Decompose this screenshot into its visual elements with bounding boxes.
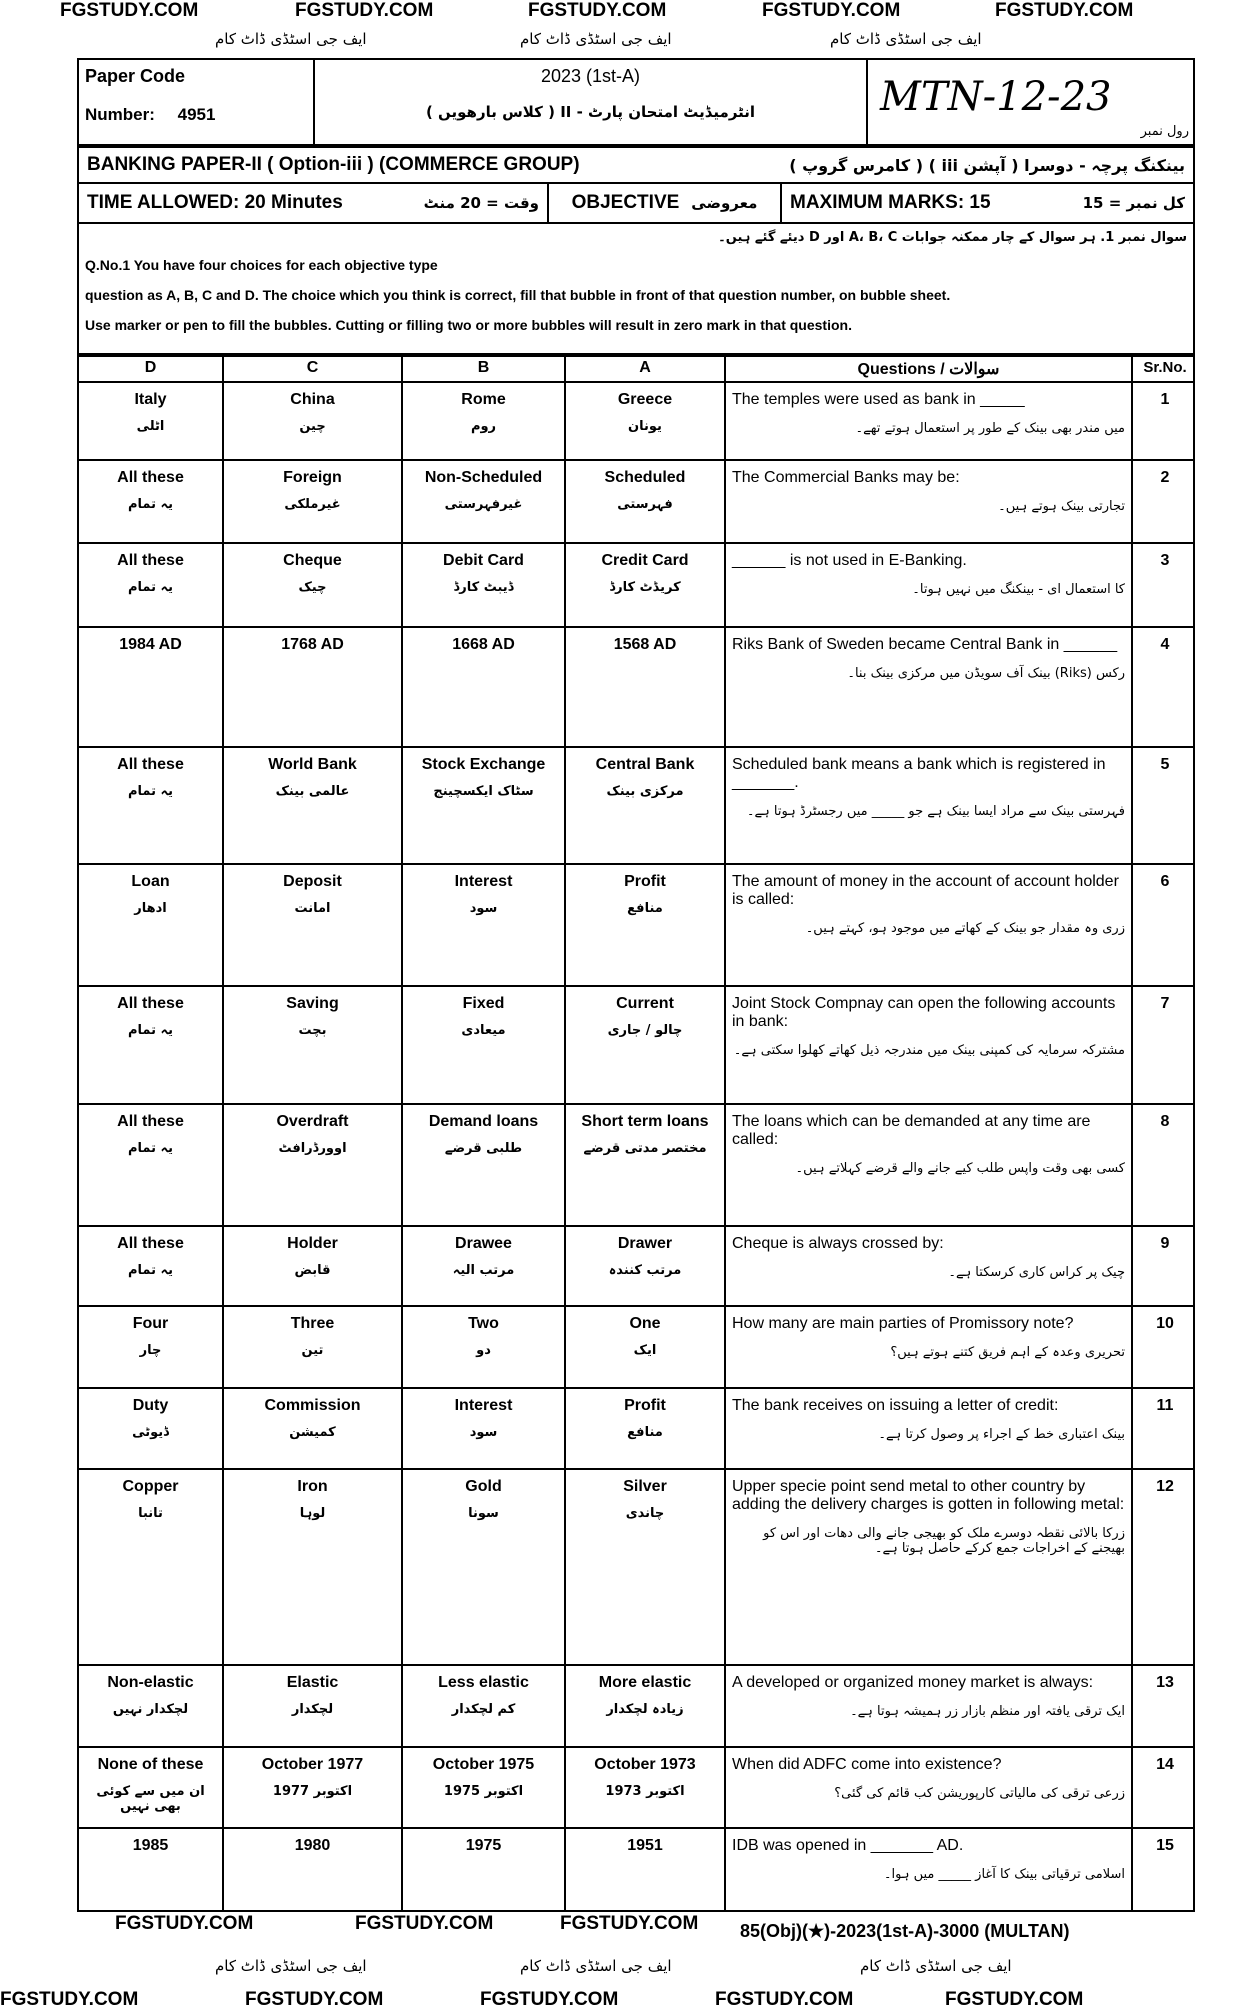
column-a: A (566, 357, 726, 381)
option-c (224, 1748, 403, 1827)
option-b-urdu: ڈیبٹ کارڈ (453, 580, 514, 595)
option-c (224, 383, 403, 459)
option-b-urdu: میعادی (461, 1023, 506, 1038)
option-b (403, 1829, 566, 1910)
watermark-urdu: ایف جی اسٹڈی ڈاٹ کام (860, 1957, 1012, 1975)
paper-header (77, 58, 1195, 146)
option-a-urdu: منافع (627, 1425, 663, 1440)
question-text: Scheduled bank means a bank which is registered in _______. (732, 756, 1106, 791)
serial-number: 11 (1156, 1397, 1174, 1414)
watermark: FGSTUDY.COM (355, 1913, 494, 1934)
option-c (224, 748, 403, 863)
option-b-text: Drawee (455, 1235, 512, 1252)
serial-number: 8 (1160, 1113, 1170, 1130)
option-c (224, 1666, 403, 1746)
option-a-text: Drawer (617, 1235, 673, 1252)
option-d-text: Loan (131, 873, 170, 890)
option-d (79, 1829, 224, 1910)
question (726, 1829, 1133, 1910)
option-a-urdu: چالو / جاری (607, 1023, 683, 1038)
option-d (79, 383, 224, 459)
question (726, 865, 1133, 985)
option-b-text: Demand loans (428, 1113, 539, 1130)
option-a (566, 1105, 726, 1225)
option-c (224, 1470, 403, 1664)
paper-footer-code: 85(Obj)(★)-2023(1st-A)-3000 (MULTAN) (740, 1921, 1070, 1941)
option-a (566, 628, 726, 746)
question (726, 461, 1133, 542)
option-a-urdu: چاندی (625, 1506, 665, 1521)
option-c (224, 1829, 403, 1910)
option-d-urdu: ان میں سے کوئی بھی نہیں (96, 1784, 205, 1814)
question-text: The Commercial Banks may be: (732, 469, 960, 486)
option-c (224, 1227, 403, 1305)
question (726, 1666, 1133, 1746)
question-text: ______ is not used in E-Banking. (732, 552, 967, 569)
option-b (403, 1470, 566, 1664)
option-c (224, 461, 403, 542)
question-text: Riks Bank of Sweden became Central Bank in ______ (732, 636, 1118, 653)
serial-number: 15 (1156, 1837, 1174, 1854)
question (726, 1389, 1133, 1468)
option-a (566, 1470, 726, 1664)
option-c-text: 1980 (294, 1837, 331, 1854)
instructions-urdu: سوال نمبر 1. ہر سوال کے چار ممکنہ جوابات A، B، C اور D دیئے گئے ہیں۔ (718, 230, 1187, 245)
serial-number: 10 (1156, 1315, 1174, 1332)
option-b (403, 628, 566, 746)
option-c-urdu: کمیشن (289, 1425, 336, 1440)
option-c-urdu: عالمی بینک (275, 784, 350, 799)
option-b-text: Two (468, 1315, 499, 1332)
question-row (79, 1305, 1193, 1387)
option-c (224, 1389, 403, 1468)
instructions (77, 224, 1195, 355)
option-c-urdu: اوورڈرافٹ (278, 1141, 347, 1156)
question (726, 1470, 1133, 1664)
option-a-urdu: کریڈٹ کارڈ (609, 580, 681, 595)
option-d-urdu: اٹلی (136, 419, 165, 434)
question-text: Cheque is always crossed by: (732, 1235, 944, 1252)
option-b (403, 461, 566, 542)
option-a (566, 461, 726, 542)
question-text: When did ADFC come into existence? (732, 1756, 1002, 1773)
option-d (79, 1105, 224, 1225)
roll-number-label: رول نمبر (1140, 124, 1189, 139)
watermark: FGSTUDY.COM (0, 1989, 139, 2010)
option-a-urdu: مرتب کنندہ (608, 1263, 682, 1278)
option-b-text: Less elastic (438, 1674, 529, 1691)
option-c-urdu: اکتوبر 1977 (272, 1784, 353, 1799)
question-text: Upper specie point send metal to other country by adding the delivery charges is gotten in following metal: (732, 1478, 1125, 1513)
option-d-urdu: چار (139, 1343, 162, 1358)
watermark: FGSTUDY.COM (480, 1989, 619, 2010)
option-c-urdu: چیک (298, 580, 327, 595)
option-b (403, 1307, 566, 1387)
option-c-urdu: قابض (294, 1263, 331, 1278)
option-d (79, 461, 224, 542)
question (726, 1307, 1133, 1387)
watermark-urdu: ایف جی اسٹڈی ڈاٹ کام (215, 30, 367, 48)
question-text: The bank receives on issuing a letter of credit: (732, 1397, 1059, 1414)
question-row (79, 1225, 1193, 1305)
option-d-text: All these (117, 1113, 184, 1130)
option-a (566, 544, 726, 626)
column-c: C (224, 357, 403, 381)
option-c-text: China (290, 391, 335, 408)
option-a (566, 383, 726, 459)
column-b: B (403, 357, 566, 381)
question-text: Joint Stock Compnay can open the following accounts in bank: (732, 995, 1116, 1030)
option-b-urdu: روم (470, 419, 497, 434)
option-d-text: All these (117, 469, 184, 486)
option-a-text: October 1973 (594, 1756, 696, 1773)
question-row (79, 863, 1193, 985)
instructions-line-3: Use marker or pen to fill the bubbles. Cutting or filling two or more bubbles will result in zero mark in that question. (85, 317, 852, 333)
option-b-text: Fixed (462, 995, 505, 1012)
watermark-urdu: ایف جی اسٹڈی ڈاٹ کام (520, 30, 672, 48)
column-sr-no: Sr.No. (1143, 359, 1187, 376)
watermark: FGSTUDY.COM (245, 1989, 384, 2010)
option-b (403, 748, 566, 863)
option-c-text: Three (290, 1315, 335, 1332)
option-d (79, 544, 224, 626)
watermark: FGSTUDY.COM (945, 1989, 1084, 2010)
question-urdu: فہرستی بینک سے مراد ایسا بینک ہے جو _____ میں رجسٹرڈ ہوتا ہے۔ (746, 804, 1125, 819)
option-a (566, 1666, 726, 1746)
subject: BANKING PAPER-II ( Option-iii ) (COMMERCE GROUP) (87, 154, 580, 175)
question-text: A developed or organized money market is always: (732, 1674, 1094, 1691)
serial-number: 13 (1156, 1674, 1174, 1691)
option-a (566, 865, 726, 985)
option-d-text: All these (117, 995, 184, 1012)
option-a (566, 987, 726, 1103)
question-row (79, 1103, 1193, 1225)
option-d (79, 865, 224, 985)
exam-title-urdu: انٹرمیڈیٹ امتحان پارٹ - II ( کلاس بارھویں ) (425, 103, 756, 121)
watermark-urdu: ایف جی اسٹڈی ڈاٹ کام (215, 1957, 367, 1975)
watermark: FGSTUDY.COM (115, 1913, 254, 1934)
option-d-text: Copper (122, 1478, 179, 1495)
option-a-text: Short term loans (581, 1113, 709, 1130)
option-a-text: Profit (624, 873, 666, 890)
option-d-urdu: یہ تمام (127, 580, 174, 595)
option-b-urdu: مرتب الیہ (452, 1263, 515, 1278)
option-c-text: Saving (286, 995, 339, 1012)
option-c (224, 628, 403, 746)
mcq-table (77, 355, 1195, 1912)
objective-label: OBJECTIVE (571, 192, 680, 213)
option-c (224, 865, 403, 985)
option-b-urdu: طلبی قرضے (444, 1141, 523, 1156)
option-a (566, 1748, 726, 1827)
option-a-text: Scheduled (604, 469, 686, 486)
question-row (79, 626, 1193, 746)
option-c-urdu: غیرملکی (284, 497, 341, 512)
question-text: IDB was opened in _______ AD. (732, 1837, 964, 1854)
question (726, 544, 1133, 626)
question-urdu: تجارتی بینک ہوتے ہیں۔ (998, 499, 1125, 514)
option-d-urdu: یہ تمام (127, 1023, 174, 1038)
option-a (566, 1227, 726, 1305)
question-urdu: کسی بھی وقت واپس طلب کیے جانے والے قرضے کہلاتے ہیں۔ (795, 1161, 1125, 1176)
table-header (79, 355, 1193, 381)
question (726, 1105, 1133, 1225)
option-a-urdu: زیادہ لچکدار (606, 1702, 684, 1717)
question-text: The loans which can be demanded at any time are called: (732, 1113, 1091, 1148)
option-d (79, 1227, 224, 1305)
option-c-text: Cheque (283, 552, 342, 569)
option-b-text: Debit Card (443, 552, 524, 569)
option-d (79, 987, 224, 1103)
watermark: FGSTUDY.COM (560, 1913, 699, 1934)
option-d-urdu: لچکدار نہیں (112, 1702, 189, 1717)
maximum-marks: MAXIMUM MARKS: 15 (790, 192, 991, 213)
option-a-urdu: ایک (633, 1343, 657, 1358)
question-urdu: کا استعمال ای - بینکنگ میں نہیں ہوتا۔ (912, 582, 1125, 597)
option-a-text: Credit Card (601, 552, 689, 569)
option-b (403, 1389, 566, 1468)
serial-number: 9 (1160, 1235, 1170, 1252)
serial-number: 3 (1160, 552, 1170, 569)
option-c-urdu: لچکدار (291, 1702, 334, 1717)
question-row (79, 1468, 1193, 1664)
instructions-line-1: Q.No.1 You have four choices for each objective type (85, 257, 438, 273)
question-row (79, 1387, 1193, 1468)
option-b-urdu: سود (469, 1425, 498, 1440)
column-questions: Questions / سوالات (726, 357, 1133, 381)
question-text: The temples were used as bank in _____ (732, 391, 1025, 408)
option-b (403, 1105, 566, 1225)
option-a (566, 748, 726, 863)
question-urdu: چیک پر کراس کاری کرسکتا ہے۔ (948, 1265, 1125, 1280)
subject-urdu: بینکنگ پرچہ - دوسرا ( آپشن iii ) ( کامرس گروپ ) (789, 155, 1185, 175)
question-row (79, 1746, 1193, 1827)
option-a-text: Greece (617, 391, 673, 408)
exam-year: 2023 (1st-A) (540, 66, 641, 86)
instructions-line-2: question as A, B, C and D. The choice which you think is correct, fill that bubble in front of that question number, on bubble sheet. (85, 287, 951, 303)
option-b-text: 1668 AD (452, 636, 515, 653)
option-b-urdu: سونا (468, 1506, 499, 1521)
question-row (79, 542, 1193, 626)
option-c-text: October 1977 (261, 1756, 364, 1773)
subject-row (77, 146, 1195, 184)
option-d-urdu: یہ تمام (127, 1263, 174, 1278)
option-b-text: October 1975 (432, 1756, 535, 1773)
option-b (403, 987, 566, 1103)
option-c-urdu: تین (301, 1343, 324, 1358)
option-a-urdu: مختصر مدتی قرضے (583, 1141, 707, 1156)
question (726, 987, 1133, 1103)
option-b-text: 1975 (465, 1837, 502, 1854)
option-d-text: All these (117, 1235, 184, 1252)
option-b-text: Gold (465, 1478, 502, 1495)
serial-number: 14 (1156, 1756, 1174, 1773)
option-b (403, 544, 566, 626)
option-c-text: 1768 AD (281, 636, 344, 653)
serial-number: 1 (1160, 391, 1170, 408)
watermark: FGSTUDY.COM (715, 1989, 854, 2010)
serial-number: 4 (1160, 636, 1170, 653)
option-c-text: Holder (287, 1235, 338, 1252)
question-row (79, 381, 1193, 459)
question-urdu: بینک اعتباری خط کے اجراء پر وصول کرتا ہے۔ (878, 1427, 1125, 1442)
watermark: FGSTUDY.COM (60, 0, 199, 21)
serial-number: 2 (1160, 469, 1170, 486)
option-d-text: All these (117, 552, 184, 569)
column-d: D (79, 357, 224, 381)
question-text: The amount of money in the account of account holder is called: (732, 873, 1119, 908)
option-b (403, 383, 566, 459)
option-c-urdu: امانت (294, 901, 331, 916)
option-c (224, 987, 403, 1103)
number-label: Number: (85, 105, 155, 124)
option-b (403, 1748, 566, 1827)
question (726, 383, 1133, 459)
option-d-urdu: ڈیوٹی (132, 1425, 169, 1440)
question-row (79, 1827, 1193, 1910)
option-d (79, 1748, 224, 1827)
option-a-text: Current (616, 995, 674, 1012)
option-a-text: 1568 AD (613, 636, 677, 653)
question (726, 628, 1133, 746)
option-c-text: Iron (297, 1478, 328, 1495)
question-urdu: رکس (Riks) بینک آف سویڈن میں مرکزی بینک بنا۔ (847, 666, 1125, 681)
option-d-text: Duty (132, 1397, 169, 1414)
question-urdu: اسلامی ترقیاتی بینک کا آغاز _____ میں ہوا۔ (883, 1867, 1125, 1882)
option-d-text: All these (117, 756, 184, 773)
option-b (403, 1227, 566, 1305)
option-c-text: World Bank (268, 756, 357, 773)
option-d (79, 1470, 224, 1664)
option-a (566, 1829, 726, 1910)
question (726, 1748, 1133, 1827)
option-d-text: Non-elastic (107, 1674, 194, 1691)
option-a-urdu: مرکزی بینک (606, 784, 684, 799)
option-b-urdu: کم لچکدار (451, 1702, 516, 1717)
option-b (403, 865, 566, 985)
option-b-urdu: اکتوبر 1975 (443, 1784, 524, 1799)
watermark-urdu: ایف جی اسٹڈی ڈاٹ کام (830, 30, 982, 48)
option-a-urdu: یونان (628, 419, 662, 434)
question-urdu: مشترکہ سرمایہ کی کمپنی بینک میں مندرجہ ذیل کھاتے کھلوا سکتی ہے۔ (733, 1043, 1125, 1058)
objective-urdu: معروضی (691, 194, 758, 212)
option-c-text: Deposit (283, 873, 342, 890)
option-c (224, 1307, 403, 1387)
option-b-text: Interest (454, 873, 513, 890)
question-row (79, 459, 1193, 542)
question-urdu: تحریری وعدہ کے اہم فریق کتنے ہوتے ہیں؟ (890, 1345, 1125, 1360)
option-b-text: Interest (454, 1397, 513, 1414)
question-row (79, 985, 1193, 1103)
option-c (224, 1105, 403, 1225)
option-a-text: More elastic (598, 1674, 692, 1691)
option-d-urdu: یہ تمام (127, 784, 174, 799)
watermark: FGSTUDY.COM (295, 0, 434, 21)
option-a (566, 1389, 726, 1468)
option-a-text: Profit (624, 1397, 666, 1414)
option-d-text: 1985 (132, 1837, 169, 1854)
option-d (79, 1307, 224, 1387)
question (726, 1227, 1133, 1305)
option-a (566, 1307, 726, 1387)
option-c-urdu: بچت (298, 1023, 327, 1038)
roll-number-handwritten: MTN-12-23 (880, 74, 1112, 120)
question-urdu: زرعی ترقی کی مالیاتی کارپوریشن کب قائم کی گئی؟ (834, 1786, 1125, 1801)
serial-number: 7 (1160, 995, 1170, 1012)
option-d-text: 1984 AD (119, 636, 182, 653)
option-d-urdu: یہ تمام (127, 497, 174, 512)
maximum-marks-urdu: کل نمبر = 15 (1082, 194, 1185, 212)
serial-number: 5 (1160, 756, 1170, 773)
option-d (79, 748, 224, 863)
watermark: FGSTUDY.COM (995, 0, 1134, 21)
serial-number: 6 (1160, 873, 1170, 890)
option-c-urdu: چین (299, 419, 326, 434)
question-row (79, 746, 1193, 863)
option-b-text: Stock Exchange (421, 756, 546, 773)
option-a-urdu: اکتوبر 1973 (605, 1784, 685, 1799)
watermark: FGSTUDY.COM (528, 0, 667, 21)
serial-number: 12 (1156, 1478, 1174, 1495)
question-urdu: زرکا بالائی نقطہ دوسرے ملک کو بھیجی جانے والی دھات اور اس کو بھیجنے کے اخراجات جمع کرکے حاصل ہوتا ہے۔ (763, 1526, 1125, 1556)
option-c-urdu: لوہا (299, 1506, 326, 1521)
option-c-text: Overdraft (276, 1113, 349, 1130)
question-urdu: ایک ترقی یافتہ اور منظم بازار زر ہمیشہ ہوتا ہے۔ (850, 1704, 1125, 1719)
option-c-text: Commission (264, 1397, 361, 1414)
option-d-text: None of these (97, 1756, 204, 1773)
option-b-urdu: سود (469, 901, 498, 916)
option-a-text: 1951 (627, 1837, 663, 1854)
option-b-urdu: غیرفہرستی (444, 497, 523, 512)
option-d-text: Four (132, 1315, 169, 1332)
time-marks-row (77, 184, 1195, 224)
time-allowed-urdu: وقت = 20 منٹ (423, 194, 539, 212)
option-a-urdu: فہرستی (617, 497, 673, 512)
question (726, 748, 1133, 863)
option-b-text: Rome (461, 391, 506, 408)
option-c-text: Foreign (283, 469, 342, 486)
option-b (403, 1666, 566, 1746)
option-a-urdu: منافع (627, 901, 663, 916)
paper-code: 4951 (177, 105, 216, 124)
option-d-text: Italy (134, 391, 167, 408)
watermark: FGSTUDY.COM (762, 0, 901, 21)
option-d-urdu: تانبا (138, 1506, 163, 1521)
paper-code-label: Paper Code (85, 66, 186, 86)
option-a-text: Silver (623, 1478, 667, 1495)
option-b-urdu: دو (476, 1343, 491, 1358)
option-d (79, 1389, 224, 1468)
question-row (79, 1664, 1193, 1746)
option-a-text: Central Bank (595, 756, 695, 773)
option-b-text: Non-Scheduled (424, 469, 543, 486)
question-urdu: زری وہ مقدار جو بینک کے کھاتے میں موجود ہو، کہتے ہیں۔ (805, 921, 1125, 936)
question-text: How many are main parties of Promissory note? (732, 1315, 1074, 1332)
option-d (79, 1666, 224, 1746)
time-allowed: TIME ALLOWED: 20 Minutes (87, 192, 343, 213)
question-urdu: میں مندر بھی بینک کے طور پر استعمال ہوتے تھے۔ (855, 421, 1125, 436)
option-b-urdu: سٹاک ایکسچینج (433, 784, 534, 799)
watermark-urdu: ایف جی اسٹڈی ڈاٹ کام (520, 1957, 672, 1975)
option-a-text: One (629, 1315, 661, 1332)
option-d (79, 628, 224, 746)
option-d-urdu: یہ تمام (127, 1141, 174, 1156)
option-c-text: Elastic (286, 1674, 339, 1691)
option-c (224, 544, 403, 626)
option-d-urdu: ادھار (134, 901, 167, 916)
